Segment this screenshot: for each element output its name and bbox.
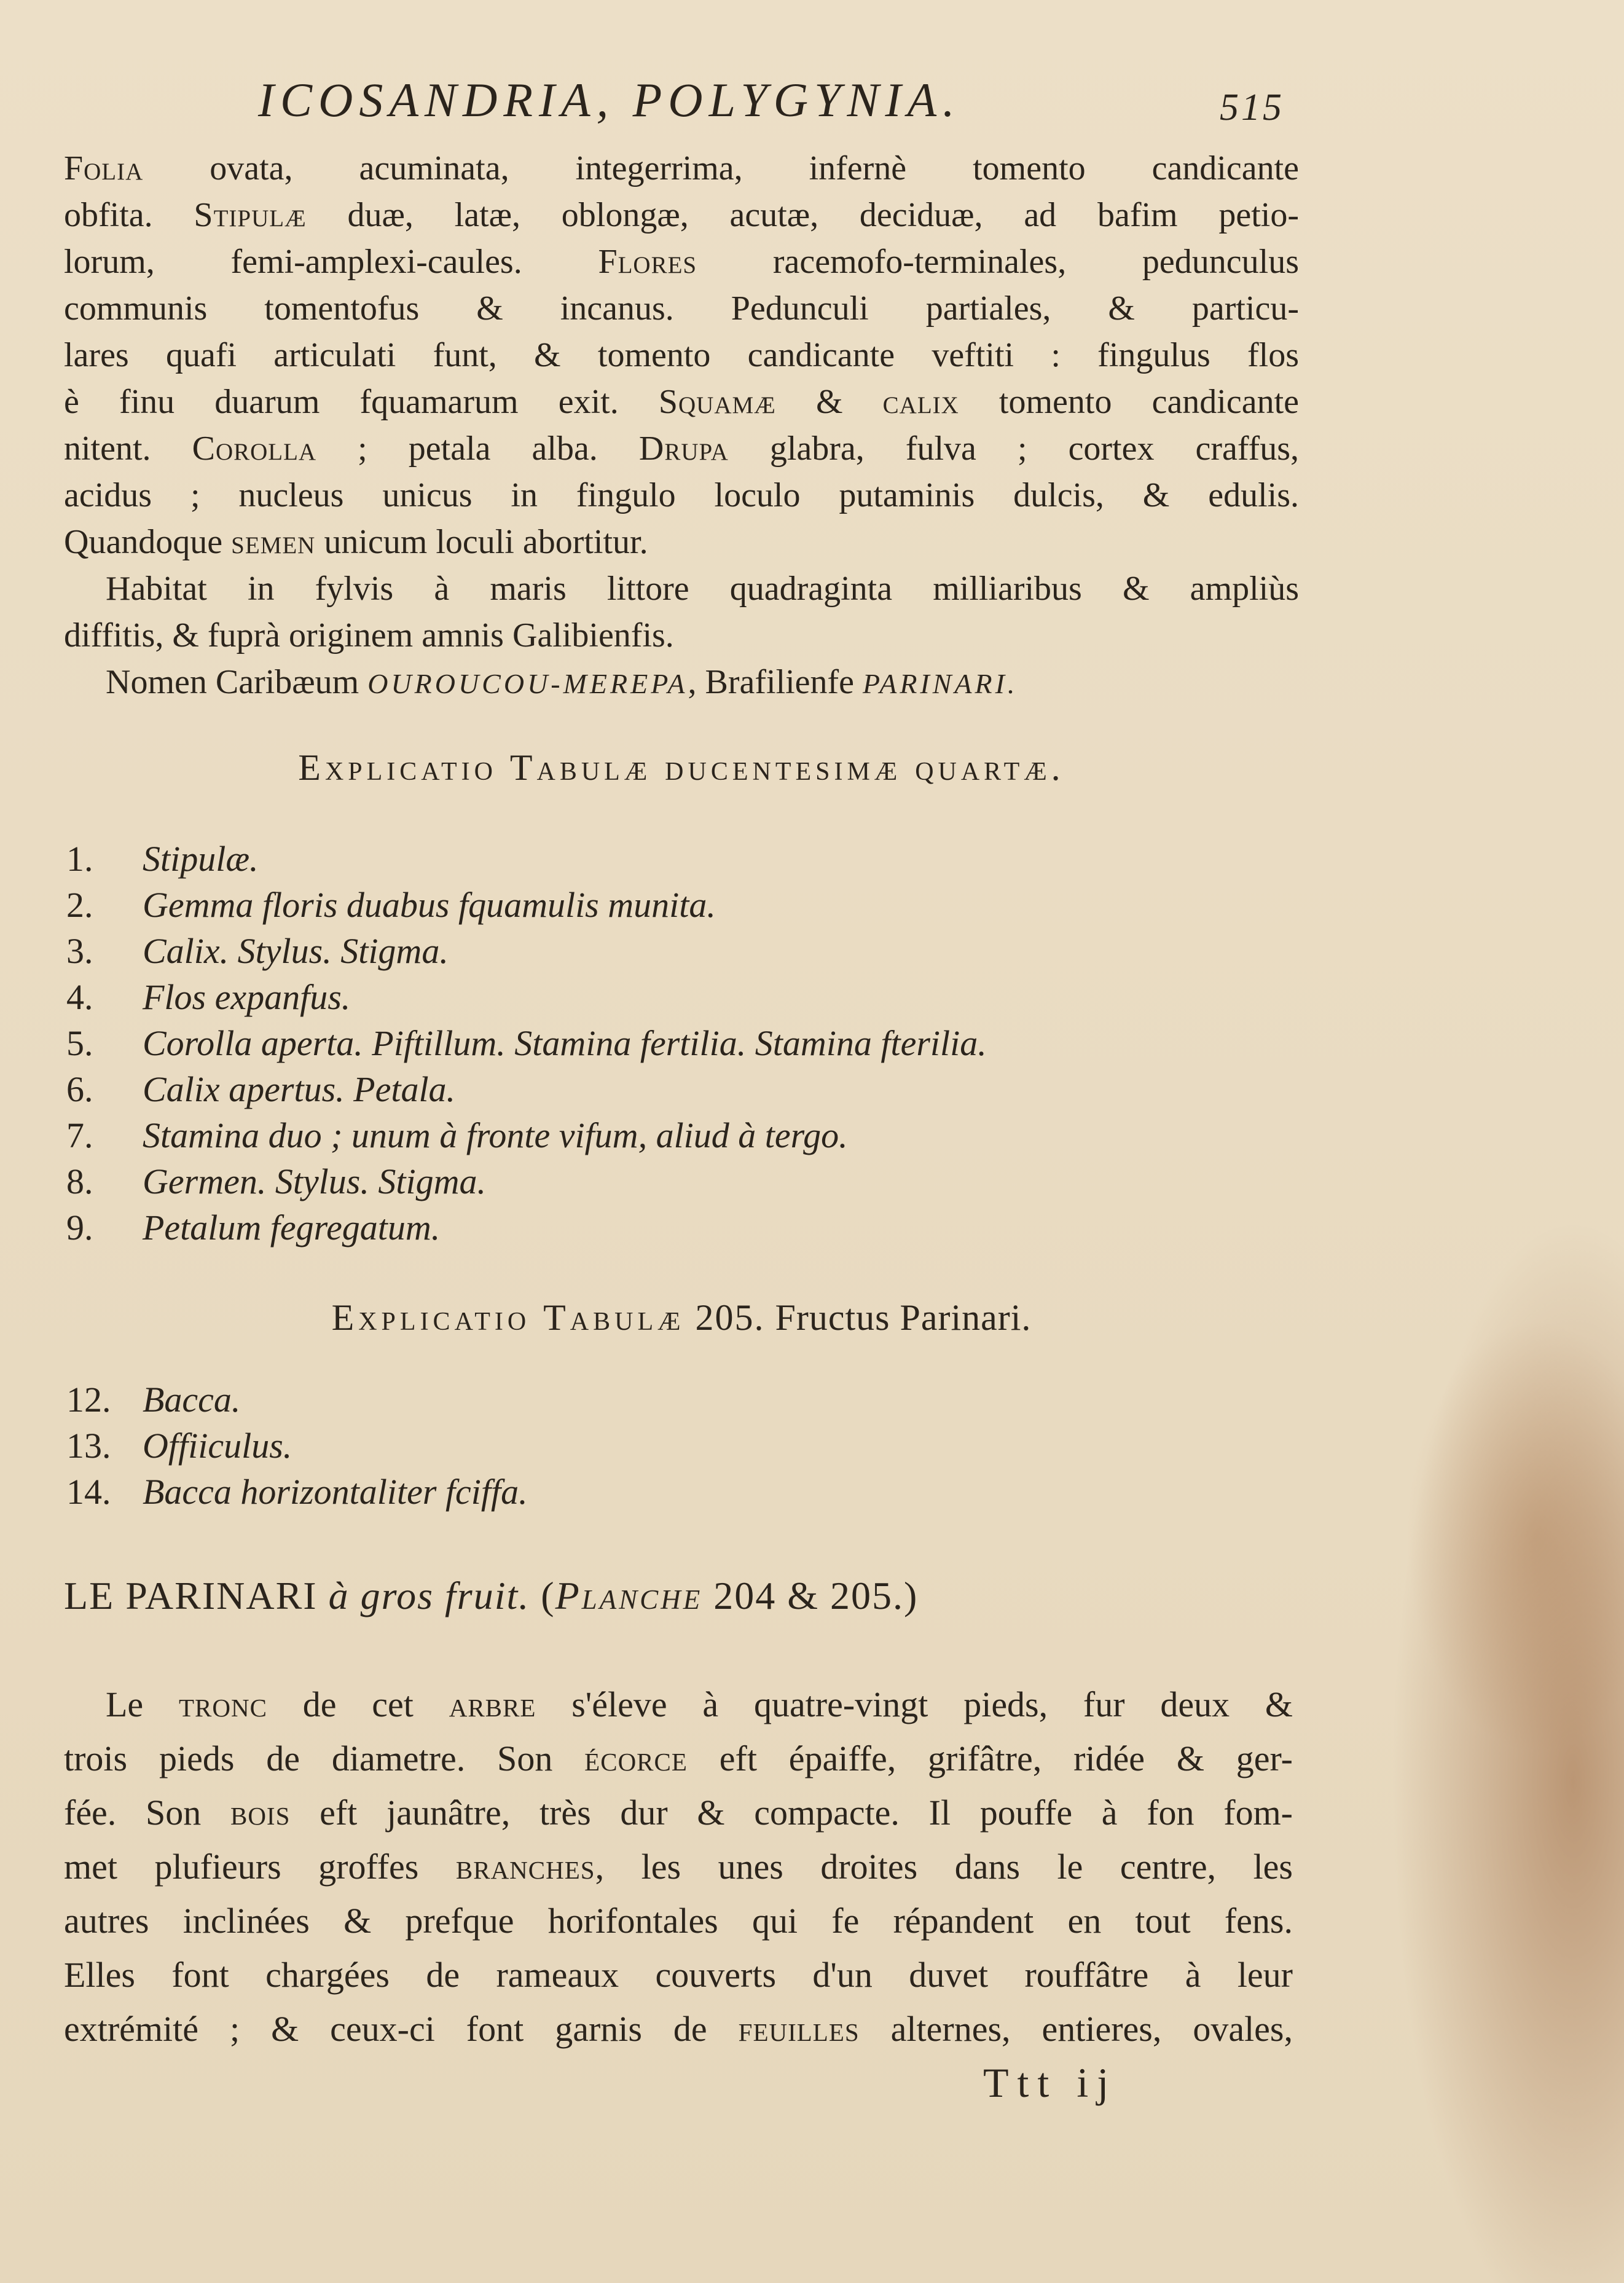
text-line (64, 472, 1299, 519)
text-segment: Drupa (638, 430, 729, 468)
text-segment: semen (231, 523, 316, 561)
page-number: 515 (1220, 87, 1284, 128)
text-line (64, 1948, 1293, 2002)
text-segment: bois (230, 1793, 291, 1833)
text-line (64, 659, 1299, 705)
text-line (64, 332, 1299, 379)
text-line (64, 1732, 1293, 1786)
habitat-paragraph (64, 565, 1299, 659)
french-title-planche-nums: 204 & 205.) (702, 1574, 919, 1617)
text-segment: unicum loculi abortitur. (315, 523, 648, 561)
text-segment: Squamæ (658, 383, 776, 421)
text-line (64, 612, 1299, 659)
text-segment: PARINARI. (863, 668, 1018, 699)
text-segment: Quandoque (64, 523, 232, 561)
french-section-title (64, 1573, 1293, 1619)
plate-205-explanation-list (64, 1377, 1231, 1515)
text-segment: Flores (598, 243, 697, 281)
item-text: Gemma floris duabus fquamulis munita. (143, 885, 716, 925)
text-segment: OUROUCOU-MEREPA (367, 668, 688, 699)
text-segment: lorum, femi-amplexi-caules. (64, 243, 598, 281)
item-number: 12. (66, 1380, 111, 1420)
item-number: 6. (66, 1069, 93, 1109)
section-heading-tabula-204: Explicatio Tabulæ ducentesimæ quartæ. (298, 747, 1065, 788)
latin-description (64, 145, 1299, 705)
text-line (64, 285, 1299, 332)
text-segment: tronc (178, 1684, 267, 1724)
item-text: Stamina duo ; unum à fronte vifum, aliud à tergo. (143, 1115, 848, 1155)
item-number: 3. (66, 931, 93, 971)
item-number: 7. (66, 1115, 93, 1155)
item-text: Bacca. (143, 1380, 241, 1420)
text-line (64, 1840, 1293, 1894)
list-item (64, 1423, 1231, 1469)
nomen-paragraph (64, 659, 1299, 705)
list-item (64, 1020, 1231, 1066)
item-number: 9. (66, 1208, 93, 1248)
text-segment: nitent. (64, 430, 192, 468)
text-line (64, 425, 1299, 472)
text-segment: écorce (584, 1739, 688, 1778)
text-segment: arbre (449, 1684, 536, 1724)
text-line (64, 1786, 1293, 1840)
text-segment: obfita. (64, 196, 194, 234)
item-text: Corolla aperta. Piftillum. Stamina fertilia. Stamina fterilia. (143, 1023, 987, 1063)
text-line (64, 145, 1299, 192)
item-text: Petalum fegregatum. (143, 1208, 441, 1248)
text-segment: duæ, latæ, oblongæ, acutæ, deciduæ, ad bafim petio- (306, 196, 1299, 234)
list-item (64, 1204, 1231, 1251)
item-number: 8. (66, 1161, 93, 1201)
heading-205-label: Explicatio Tabulæ (331, 1297, 685, 1338)
text-segment: met plufieurs groffes (64, 1847, 456, 1887)
text-line (64, 192, 1299, 238)
text-line (64, 519, 1299, 565)
list-item (64, 1158, 1231, 1204)
section-heading-tabula-205 (64, 1297, 1299, 1339)
item-text: Stipulæ. (143, 839, 259, 879)
text-segment: Stipulæ (194, 196, 307, 234)
item-number: 1. (66, 839, 93, 879)
list-item (64, 1066, 1231, 1112)
heading-205-rest: Fructus Parinari. (775, 1297, 1032, 1338)
text-segment: feuilles (738, 2009, 860, 2049)
text-segment: Le (106, 1684, 179, 1724)
text-line (64, 1678, 1293, 1732)
text-segment: ovata, acuminata, integerrima, infernè tomento candicante (143, 149, 1299, 187)
french-title-planche: Planche (555, 1574, 703, 1617)
text-segment: & (775, 383, 883, 421)
list-item (64, 1377, 1231, 1423)
plate-204-explanation-list (64, 836, 1231, 1251)
item-text: Bacca horizontaliter fciffa. (143, 1472, 528, 1512)
item-text: Germen. Stylus. Stigma. (143, 1161, 486, 1201)
text-segment: Corolla (192, 430, 317, 468)
list-item (64, 1112, 1231, 1158)
text-segment: autres inclinées & prefque horifontales qui fe répandent en tout fens. (64, 1901, 1293, 1941)
list-item (64, 928, 1231, 974)
text-segment: ; petala alba. (316, 430, 639, 468)
item-text: Offiiculus. (143, 1426, 292, 1466)
text-segment: branches (455, 1847, 595, 1887)
text-line (64, 1894, 1293, 1948)
list-item (64, 882, 1231, 928)
text-segment: calix (882, 383, 959, 421)
item-number: 14. (66, 1472, 111, 1512)
text-segment: Elles font chargées de rameaux couverts d'un duvet rouffâtre à leur (64, 1955, 1293, 1995)
text-segment: eft épaiffe, grifâtre, ridée & ger- (687, 1739, 1293, 1778)
text-segment: alternes, entieres, ovales, (859, 2009, 1293, 2049)
text-segment: , les unes droites dans le centre, les (595, 1847, 1293, 1887)
item-text: Flos expanfus. (143, 977, 351, 1017)
text-segment: trois pieds de diametre. Son (64, 1739, 585, 1778)
item-text: Calix. Stylus. Stigma. (143, 931, 449, 971)
item-number: 4. (66, 977, 93, 1017)
text-segment: è finu duarum fquamarum exit. (64, 383, 659, 421)
text-line (64, 565, 1299, 612)
french-title-planche-open: ( (530, 1574, 555, 1617)
text-segment: fée. Son (64, 1793, 230, 1833)
text-line (64, 379, 1299, 425)
text-segment: Nomen Caribæum (106, 663, 368, 701)
list-item (64, 1469, 1231, 1515)
french-title-italic: à gros fruit. (328, 1574, 530, 1617)
text-segment: acidus ; nucleus unicus in fingulo loculo putaminis dulcis, & edulis. (64, 476, 1299, 514)
french-description (64, 1678, 1293, 2056)
text-segment: glabra, fulva ; cortex craffus, (728, 430, 1299, 468)
text-segment: lares quafi articulati funt, & tomento candicante veftiti : fingulus flos (64, 336, 1299, 374)
item-number: 5. (66, 1023, 93, 1063)
french-title-main: LE PARINARI (64, 1574, 329, 1617)
text-segment: diffitis, & fuprà originem amnis Galibienfis. (64, 616, 674, 654)
item-text: Calix apertus. Petala. (143, 1069, 456, 1109)
signature-mark: Ttt ij (983, 2059, 1118, 2106)
text-segment: racemofo-terminales, pedunculus (697, 243, 1299, 281)
text-segment: eft jaunâtre, très dur & compacte. Il pouffe à fon fom- (290, 1793, 1293, 1833)
running-header: ICOSANDRIA, POLYGYNIA. (258, 73, 961, 127)
list-item (64, 974, 1231, 1020)
text-segment: tomento candicante (959, 383, 1299, 421)
text-segment: , Brafilienfe (688, 663, 863, 701)
text-segment: communis tomentofus & incanus. Pedunculi partiales, & particu- (64, 289, 1299, 328)
list-item (64, 836, 1231, 882)
item-number: 2. (66, 885, 93, 925)
text-line (64, 238, 1299, 285)
text-segment: s'éleve à quatre-vingt pieds, fur deux & (536, 1684, 1293, 1724)
text-segment: Habitat in fylvis à maris littore quadraginta milliaribus & ampliùs (106, 570, 1299, 608)
item-number: 13. (66, 1426, 111, 1466)
text-segment: Folia (64, 149, 144, 187)
text-segment: extrémité ; & ceux-ci font garnis de (64, 2009, 739, 2049)
text-segment: de cet (267, 1684, 449, 1724)
heading-205-number: 205. (685, 1297, 775, 1338)
text-line (64, 2002, 1293, 2056)
